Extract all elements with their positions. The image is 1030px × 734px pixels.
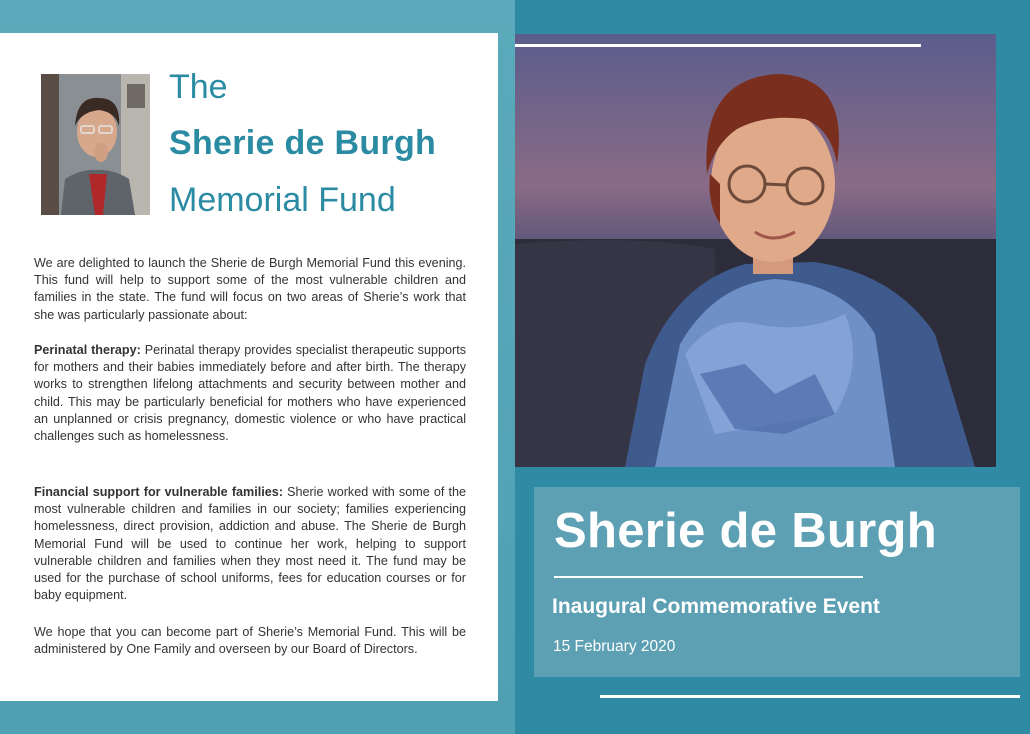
- portrait-photo-small: [41, 74, 150, 215]
- fund-title-line-3: Memorial Fund: [169, 181, 396, 219]
- event-divider: [554, 576, 863, 578]
- bottom-divider-line: [600, 695, 1020, 698]
- event-name: Sherie de Burgh: [554, 504, 937, 558]
- event-date: 15 February 2020: [553, 638, 676, 655]
- intro-paragraph: We are delighted to launch the Sherie de Burgh Memorial Fund this evening. This fund will help to support some of the most vulnerable children and families in the state. The fund will focus on two areas of Sherie’s work that she was particularly passionate about:: [34, 256, 466, 322]
- fund-title-name: Sherie de Burgh: [169, 124, 437, 162]
- financial-heading: Financial support for vulnerable families:: [34, 485, 283, 499]
- top-divider-line: [515, 44, 921, 47]
- perinatal-paragraph: [34, 342, 466, 445]
- closing-paragraph: We hope that you can become part of Sherie’s Memorial Fund. This will be administered by One Family and overseen by our Board of Directors.: [34, 625, 466, 657]
- financial-paragraph: [34, 484, 466, 604]
- perinatal-heading: Perinatal therapy:: [34, 343, 141, 357]
- event-title: Inaugural Commemorative Event: [552, 595, 880, 618]
- portrait-photo-large: [515, 34, 996, 467]
- fund-title-line-1: The: [169, 68, 228, 106]
- perinatal-text: Perinatal therapy provides specialist therapeutic supports for mothers and their babies immediately before and after birth. The therapy works to strengthen lifelong attachments and security between mother and child. This may be particularly beneficial for mothers who have experienced an unplanned or crisis pregnancy, domestic violence or who have practical challenges such as homelessness.: [34, 343, 466, 444]
- financial-text: Sherie worked with some of the most vulnerable children and families in our society; families experiencing homelessness, direct provision, addiction and abuse. The Sherie de Burgh Memorial Fund will be used to continue her work, helping to support vulnerable children and families when they most need it. The fund may be used for the purchase of school uniforms, fees for education courses or for baby equipment.: [34, 485, 466, 603]
